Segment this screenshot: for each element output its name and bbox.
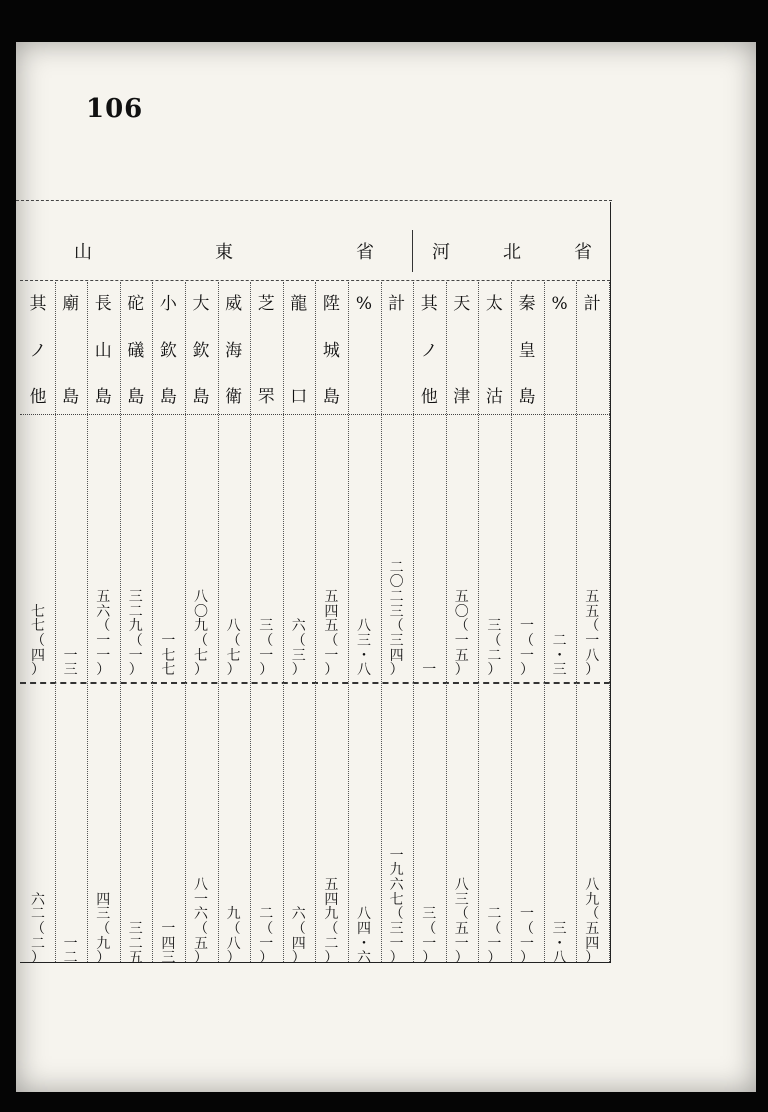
province-hebei (432, 238, 592, 264)
cell-other_hb-row2: 三 （ 一 ） (422, 906, 437, 967)
cell-longkou-row1: 六 （ 三 ） (291, 618, 306, 679)
column-header-other_sd: 其 ノ 他 (29, 294, 47, 407)
cell-pct_hb-row1: 二 ・ 三 (552, 632, 567, 679)
document-page (16, 42, 756, 1092)
cell-other_sd-row1: 七 七 （ 四 ） (31, 603, 45, 679)
province-hebei-char-3: 省 (574, 242, 592, 263)
column-header-dagu: 太 沽 (485, 294, 503, 407)
cell-changshan-row2: 四 三 （ 九 ） (96, 891, 111, 967)
column-header-qinhuangdao: 秦 皇 島 (518, 294, 536, 407)
cell-xiaoqin-row1: 一 七 七 (161, 632, 176, 679)
column-header-other_hb: 其 ノ 他 (420, 294, 438, 407)
province-shandong-char-2: 東 (215, 242, 233, 263)
column-header-zhifu: 芝 罘 (257, 294, 275, 407)
column-header-miaodao: 廟 島 (62, 294, 80, 407)
cell-zhifu-row1: 三 （ 一 ） (259, 618, 274, 679)
rule-under-province (20, 280, 610, 281)
data-table (20, 202, 611, 967)
column-header-pct_sd: % (355, 294, 373, 314)
page-number: 106 (86, 94, 144, 124)
cell-miaodao-row1: 一 三 (63, 647, 78, 679)
cell-tuoji-row1: 三 二 九 （ 一 ） (128, 588, 143, 679)
column-header-total_sd: 計 (388, 294, 406, 314)
province-hebei-char-1: 河 (432, 242, 450, 263)
cell-total_sd-row1: 二 〇 二 三 （ 三 四 ） (389, 559, 404, 679)
cell-xiaoqin-row2: 一 四 三 (161, 920, 176, 967)
cell-daqin-row2: 八 一 六 （ 五 ） (194, 876, 208, 967)
cell-qinhuangdao-row2: 一 （ 一 ） (520, 906, 534, 967)
column-header-longkou: 龍 口 (290, 294, 308, 407)
province-shandong-char-3: 省 (356, 242, 374, 263)
province-separator (412, 230, 413, 272)
cell-dagu-row2: 二 （ 一 ） (487, 906, 502, 967)
cell-pct_hb-row2: 三 ・ 八 (552, 920, 567, 967)
column-header-weihaiwei: 威 海 衛 (225, 294, 243, 407)
column-header-pct_hb: % (551, 294, 568, 314)
cell-total_hb-row1: 五 五 （ 一 八 ） (585, 588, 600, 679)
cell-weihaiwei-row1: 八 （ 七 ） (226, 618, 241, 679)
cell-tianjin-row1: 五 〇 （ 一 五 ） (454, 588, 469, 679)
cell-longkou-row2: 六 （ 四 ） (291, 906, 306, 967)
column-header-lichengdao: 陞 城 島 (322, 294, 340, 407)
cell-other_sd-row2: 六 二 （ 二 ） (31, 891, 45, 967)
cell-daqin-row1: 八 〇 九 （ 七 ） (194, 588, 208, 679)
column-separator (609, 282, 610, 962)
cell-other_hb-row1: 一 (422, 662, 437, 679)
cell-total_hb-row2: 八 九 （ 五 四 ） (585, 876, 600, 967)
cell-dagu-row1: 三 （ 二 ） (487, 618, 502, 679)
cell-total_sd-row2: 一 九 六 七 （ 三 一 ） (389, 847, 404, 967)
column-header-xiaoqin: 小 欽 島 (159, 294, 177, 407)
top-rule (16, 200, 612, 201)
cell-pct_sd-row1: 八 三 ・ 八 (357, 618, 371, 679)
column-header-tianjin: 天 津 (453, 294, 471, 407)
province-shandong (74, 238, 374, 264)
cell-lichengdao-row1: 五 四 五 （ 一 ） (324, 588, 339, 679)
column-header-total_hb: 計 (583, 294, 601, 314)
province-shandong-char-1: 山 (74, 242, 92, 263)
column-header-tuoji: 砣 礒 島 (127, 294, 145, 407)
cell-qinhuangdao-row1: 一 （ 一 ） (520, 618, 534, 679)
column-header-changshan: 長 山 島 (94, 294, 112, 407)
cell-miaodao-row2: 一 二 (63, 935, 78, 967)
column-header-daqin: 大 欽 島 (192, 294, 210, 407)
cell-changshan-row1: 五 六 （ 一 一 ） (96, 588, 111, 679)
cell-lichengdao-row2: 五 四 九 （ 二 ） (324, 876, 339, 967)
cell-zhifu-row2: 二 （ 一 ） (259, 906, 274, 967)
province-hebei-char-2: 北 (503, 242, 521, 263)
cell-tuoji-row2: 三 二 五 (128, 920, 143, 967)
cell-pct_sd-row2: 八 四 ・ 六 (357, 906, 371, 967)
cell-weihaiwei-row2: 九 （ 八 ） (226, 906, 241, 967)
cell-tianjin-row2: 八 三 （ 五 一 ） (454, 876, 469, 967)
